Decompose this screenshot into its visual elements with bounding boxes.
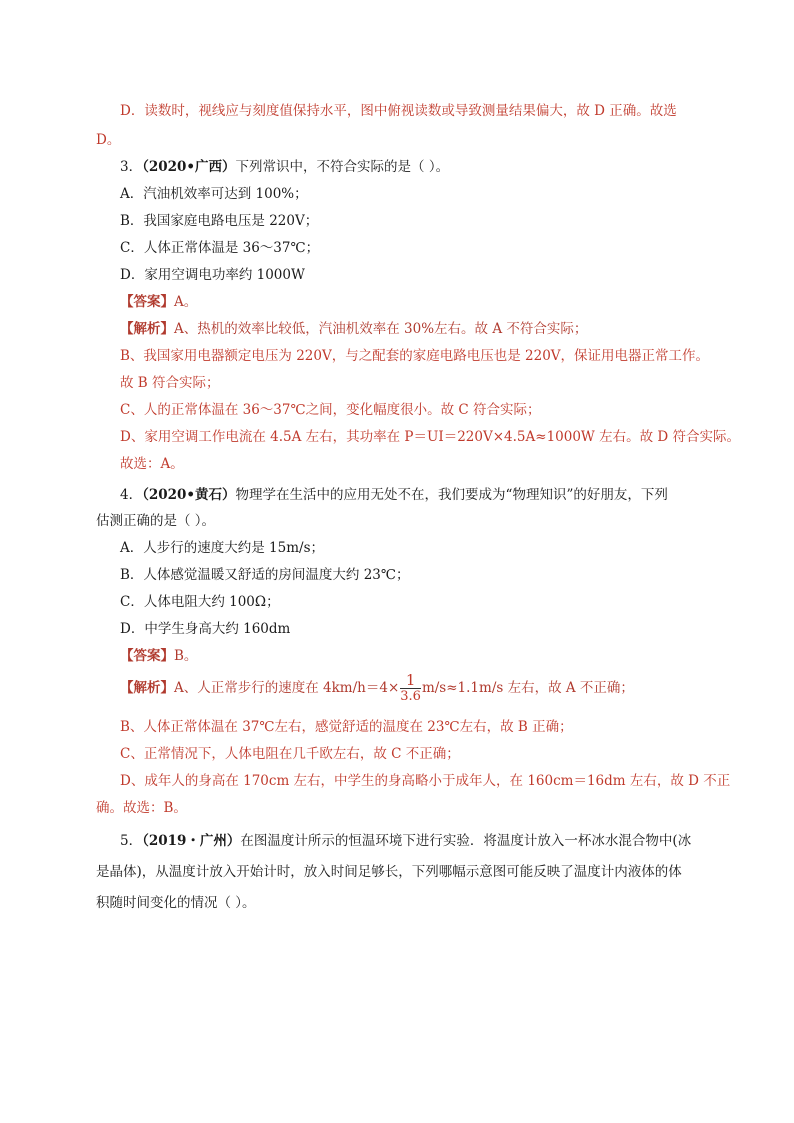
answer-label: 【答案】: [120, 294, 174, 310]
analysis-label: 【解析】: [120, 321, 174, 337]
q3-answer: [120, 292, 197, 312]
fraction-numerator: 1: [400, 673, 421, 689]
q3-analysis-a: [120, 319, 587, 339]
q3-analysis-d: D、家用空调工作电流在 4.5A 左右，其功率在 P＝UI＝220V×4.5A≈1000W 左右。故 D 符合实际。: [120, 429, 740, 445]
q3-analysis-b-cont: 故 B 符合实际；: [120, 375, 220, 391]
q3-analysis-conclusion: 故选：A。: [120, 456, 184, 472]
question-number: 3．: [120, 159, 143, 175]
question-text: 下列常识中，不符合实际的是（ ）。: [235, 159, 450, 175]
q3-option-a: A．汽油机效率可达到 100%；: [120, 186, 308, 202]
q4-option-c: C．人体电阻大约 100Ω；: [120, 594, 280, 610]
q4-option-d: D．中学生身高大约 160dm: [120, 621, 291, 637]
q4-analysis-b: B、人体正常体温在 37℃左右，感觉舒适的温度在 23℃左右，故 B 正确；: [120, 719, 573, 735]
question-source: （2019・广州）: [142, 833, 241, 849]
question-4-stem-cont: 估测正确的是（ ）。: [96, 513, 216, 529]
analysis-text: A、人正常步行的速度在 4km/h＝4×: [174, 680, 400, 696]
question-number: 5．: [120, 833, 143, 849]
question-5-stem: [120, 831, 691, 851]
question-5-stem-cont-2: 积随时间变化的情况（ ）。: [96, 895, 256, 911]
q3-option-b: B．我国家庭电路电压是 220V；: [120, 213, 319, 229]
q4-option-a: A．人步行的速度大约是 15m/s；: [120, 540, 324, 556]
answer-value: A。: [174, 294, 198, 310]
q3-analysis-b: B、我国家用电器额定电压为 220V，与之配套的家庭电路电压也是 220V，保证用电器正常工作。: [120, 348, 710, 364]
question-number: 4．: [120, 487, 143, 503]
q3-option-c: C．人体正常体温是 36～37℃；: [120, 240, 320, 256]
q4-answer: [120, 646, 197, 666]
q4-analysis-a: [120, 671, 634, 705]
prev-option-d-analysis-cont: D。: [96, 132, 121, 148]
analysis-label: 【解析】: [120, 680, 174, 696]
answer-value: B。: [174, 648, 198, 664]
fraction: [400, 673, 421, 704]
analysis-text-cont: m/s≈1.1m/s 左右，故 A 不正确；: [421, 680, 634, 696]
question-5-stem-cont: 是晶体)，从温度计放入开始计时，放入时间足够长，下列哪幅示意图可能反映了温度计内液体的体: [96, 864, 682, 880]
analysis-text: A、热机的效率比较低，汽油机效率在 30%左右。故 A 不符合实际；: [174, 321, 588, 337]
question-text: 物理学在生活中的应用无处不在，我们要成为“物理知识”的好朋友，下列: [235, 487, 668, 503]
q3-analysis-c: C、人的正常体温在 36～37℃之间，变化幅度很小。故 C 符合实际；: [120, 402, 541, 418]
question-4-stem: [120, 485, 668, 505]
question-3-stem: [120, 157, 449, 177]
q4-option-b: B．人体感觉温暖又舒适的房间温度大约 23℃；: [120, 567, 410, 583]
q4-analysis-d-cont: 确。故选：B。: [96, 800, 187, 816]
question-source: （2020•广西）: [142, 159, 236, 175]
prev-option-d-analysis: D．读数时，视线应与刻度值保持水平，图中俯视读数或导致测量结果偏大，故 D 正确。故选: [120, 103, 677, 119]
question-text: 在图温度计所示的恒温环境下进行实验．将温度计放入一杯冰水混合物中(冰: [240, 833, 692, 849]
q4-analysis-d: D、成年人的身高在 170cm 左右，中学生的身高略小于成年人，在 160cm＝16dm 左右，故 D 不正: [120, 773, 731, 789]
answer-label: 【答案】: [120, 648, 174, 664]
fraction-denominator: 3.6: [400, 689, 421, 704]
question-source: （2020•黄石）: [142, 487, 236, 503]
q3-option-d: D．家用空调电功率约 1000W: [120, 267, 305, 283]
q4-analysis-c: C、正常情况下，人体电阻在几千欧左右，故 C 不正确；: [120, 746, 460, 762]
